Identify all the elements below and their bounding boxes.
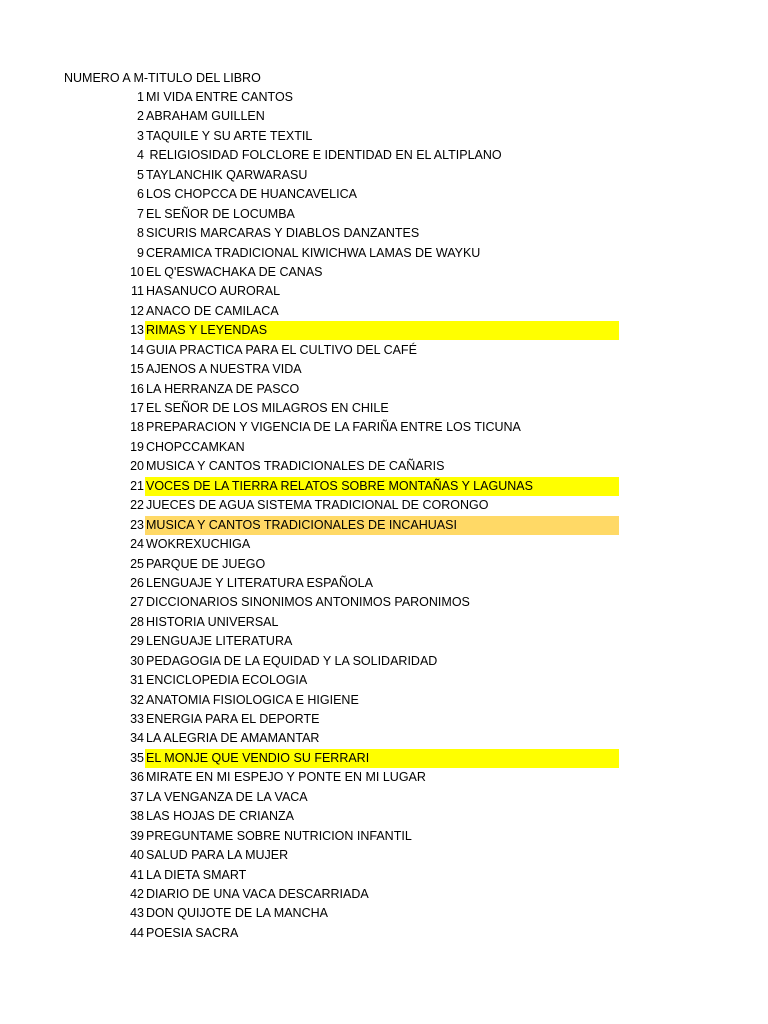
- book-row[interactable]: [0, 88, 768, 107]
- book-number: 7: [137, 206, 144, 221]
- book-number: 11: [131, 284, 144, 299]
- book-row[interactable]: [0, 399, 768, 418]
- book-number: 43: [130, 906, 144, 921]
- book-number: 29: [130, 634, 144, 649]
- book-title: ENERGIA PARA EL DEPORTE: [146, 712, 320, 726]
- book-title: LOS CHOPCCA DE HUANCAVELICA: [146, 187, 357, 202]
- book-row[interactable]: [0, 205, 768, 224]
- book-number: 17: [130, 401, 144, 415]
- book-row[interactable]: [0, 321, 768, 340]
- book-row[interactable]: [0, 127, 768, 146]
- book-row[interactable]: [0, 496, 768, 515]
- book-number: 37: [130, 789, 144, 804]
- book-number: 8: [137, 226, 144, 241]
- book-row[interactable]: [0, 555, 768, 574]
- book-row[interactable]: [0, 516, 768, 535]
- book-title: PREGUNTAME SOBRE NUTRICION INFANTIL: [146, 828, 412, 843]
- book-row[interactable]: [0, 166, 768, 185]
- book-title: PEDAGOGIA DE LA EQUIDAD Y LA SOLIDARIDAD: [146, 653, 438, 668]
- book-title: EL SEÑOR DE LOS MILAGROS EN CHILE: [146, 401, 389, 415]
- book-number: 15: [130, 362, 144, 377]
- book-number: 4: [137, 148, 144, 163]
- book-title: CERAMICA TRADICIONAL KIWICHWA LAMAS DE WAYKU: [146, 245, 481, 260]
- book-title: LA ALEGRIA DE AMAMANTAR: [146, 731, 320, 746]
- book-title: LENGUAJE LITERATURA: [146, 634, 293, 649]
- book-title: WOKREXUCHIGA: [146, 537, 251, 552]
- book-row[interactable]: [0, 613, 768, 632]
- book-row[interactable]: [0, 244, 768, 263]
- book-number: 6: [137, 187, 144, 202]
- book-number: 12: [130, 303, 144, 318]
- book-number: 27: [130, 595, 144, 610]
- book-row[interactable]: [0, 866, 768, 885]
- book-title: MUSICA Y CANTOS TRADICIONALES DE CAÑARIS: [146, 459, 445, 474]
- book-row[interactable]: [0, 438, 768, 457]
- book-number: 1: [137, 90, 144, 104]
- book-row[interactable]: [0, 535, 768, 554]
- book-number: 16: [130, 381, 144, 396]
- book-title: AJENOS A NUESTRA VIDA: [146, 362, 302, 377]
- book-row[interactable]: [0, 360, 768, 379]
- book-number: 30: [130, 653, 144, 668]
- book-title: RIMAS Y LEYENDAS: [145, 321, 619, 340]
- book-title: LA HERRANZA DE PASCO: [146, 381, 300, 396]
- book-row[interactable]: [0, 749, 768, 768]
- book-rows: [0, 88, 768, 943]
- book-row[interactable]: [0, 710, 768, 729]
- book-number: 41: [130, 867, 144, 882]
- book-number: 24: [130, 537, 144, 552]
- book-title: POESIA SACRA: [146, 925, 239, 940]
- book-row[interactable]: [0, 282, 768, 301]
- book-title: MI VIDA ENTRE CANTOS: [146, 90, 294, 104]
- book-row[interactable]: [0, 107, 768, 126]
- book-number: 2: [137, 109, 144, 124]
- book-number: 34: [130, 731, 144, 746]
- book-title: HISTORIA UNIVERSAL: [146, 614, 279, 629]
- book-row[interactable]: [0, 885, 768, 904]
- book-title: LA DIETA SMART: [146, 867, 247, 882]
- book-title: SALUD PARA LA MUJER: [146, 848, 289, 863]
- book-row[interactable]: [0, 691, 768, 710]
- book-title: ENCICLOPEDIA ECOLOGIA: [146, 673, 308, 688]
- book-title: HASANUCO AURORAL: [146, 284, 281, 299]
- book-number: 21: [130, 478, 144, 493]
- book-list-sheet: [0, 68, 768, 943]
- book-title: DON QUIJOTE DE LA MANCHA: [146, 906, 328, 921]
- book-number: 35: [130, 750, 144, 765]
- book-title: VOCES DE LA TIERRA RELATOS SOBRE MONTAÑAS Y LAGUNAS: [145, 477, 619, 496]
- book-number: 23: [130, 517, 144, 532]
- book-number: 36: [130, 770, 144, 785]
- book-title: ABRAHAM GUILLEN: [146, 109, 265, 124]
- book-row[interactable]: [0, 788, 768, 807]
- book-row[interactable]: [0, 302, 768, 321]
- book-number: 44: [130, 925, 144, 940]
- book-number: 22: [130, 498, 144, 513]
- book-row[interactable]: [0, 146, 768, 165]
- book-title: PREPARACION Y VIGENCIA DE LA FARIÑA ENTRE LOS TICUNA: [146, 420, 521, 435]
- book-row[interactable]: [0, 846, 768, 865]
- book-number: 40: [130, 848, 144, 863]
- book-number: 9: [137, 245, 144, 260]
- book-number: 42: [130, 886, 144, 901]
- book-title: EL MONJE QUE VENDIO SU FERRARI: [145, 749, 619, 768]
- book-number: 5: [137, 167, 144, 182]
- book-row[interactable]: [0, 477, 768, 496]
- book-title: TAQUILE Y SU ARTE TEXTIL: [146, 128, 313, 143]
- book-title: EL Q'ESWACHAKA DE CANAS: [146, 264, 323, 279]
- book-row[interactable]: [0, 729, 768, 748]
- book-title: SICURIS MARCARAS Y DIABLOS DANZANTES: [146, 226, 420, 241]
- book-title: MUSICA Y CANTOS TRADICIONALES DE INCAHUASI: [145, 516, 619, 535]
- book-title: DICCIONARIOS SINONIMOS ANTONIMOS PARONIMOS: [146, 595, 470, 610]
- book-row[interactable]: [0, 671, 768, 690]
- book-title: MIRATE EN MI ESPEJO Y PONTE EN MI LUGAR: [146, 770, 426, 785]
- book-number: 39: [130, 828, 144, 843]
- book-row[interactable]: [0, 224, 768, 243]
- book-number: 19: [130, 439, 144, 454]
- book-title: DIARIO DE UNA VACA DESCARRIADA: [146, 886, 369, 901]
- book-number: 28: [130, 614, 144, 629]
- book-row[interactable]: [0, 924, 768, 943]
- book-title: TAYLANCHIK QARWARASU: [146, 167, 308, 182]
- book-number: 3: [137, 128, 144, 143]
- book-row[interactable]: [0, 574, 768, 593]
- book-title: CHOPCCAMKAN: [146, 439, 245, 454]
- book-number: 13: [130, 323, 144, 338]
- book-number: 20: [130, 459, 144, 474]
- book-title: LA VENGANZA DE LA VACA: [146, 789, 308, 804]
- book-number: 26: [130, 575, 144, 590]
- book-title: EL SEÑOR DE LOCUMBA: [146, 206, 295, 221]
- book-number: 14: [130, 342, 144, 357]
- book-title: LAS HOJAS DE CRIANZA: [146, 809, 294, 824]
- book-row[interactable]: [0, 457, 768, 476]
- book-number: 25: [130, 556, 144, 571]
- book-row[interactable]: [0, 593, 768, 612]
- book-row[interactable]: [0, 185, 768, 204]
- book-title: ANACO DE CAMILACA: [146, 303, 279, 318]
- book-row[interactable]: [0, 341, 768, 360]
- book-row[interactable]: [0, 904, 768, 923]
- book-row[interactable]: [0, 380, 768, 399]
- book-number: 32: [130, 692, 144, 707]
- book-title: PARQUE DE JUEGO: [146, 556, 266, 571]
- column-header: NUMERO A M-TITULO DEL LIBRO: [64, 71, 261, 85]
- book-title: ANATOMIA FISIOLOGICA E HIGIENE: [146, 692, 359, 707]
- book-row[interactable]: [0, 263, 768, 282]
- book-row[interactable]: [0, 827, 768, 846]
- book-number: 18: [130, 420, 144, 435]
- book-title: RELIGIOSIDAD FOLCLORE E IDENTIDAD EN EL ALTIPLANO: [146, 148, 502, 163]
- book-row[interactable]: [0, 807, 768, 826]
- book-title: GUIA PRACTICA PARA EL CULTIVO DEL CAFÉ: [146, 342, 417, 357]
- book-row[interactable]: [0, 768, 768, 787]
- book-number: 31: [130, 673, 144, 688]
- book-title: LENGUAJE Y LITERATURA ESPAÑOLA: [146, 575, 373, 590]
- book-number: 38: [130, 809, 144, 824]
- book-row[interactable]: [0, 632, 768, 651]
- book-row[interactable]: [0, 418, 768, 437]
- book-row[interactable]: [0, 652, 768, 671]
- book-title: JUECES DE AGUA SISTEMA TRADICIONAL DE CORONGO: [146, 498, 489, 513]
- book-number: 10: [130, 264, 144, 279]
- book-number: 33: [130, 712, 144, 726]
